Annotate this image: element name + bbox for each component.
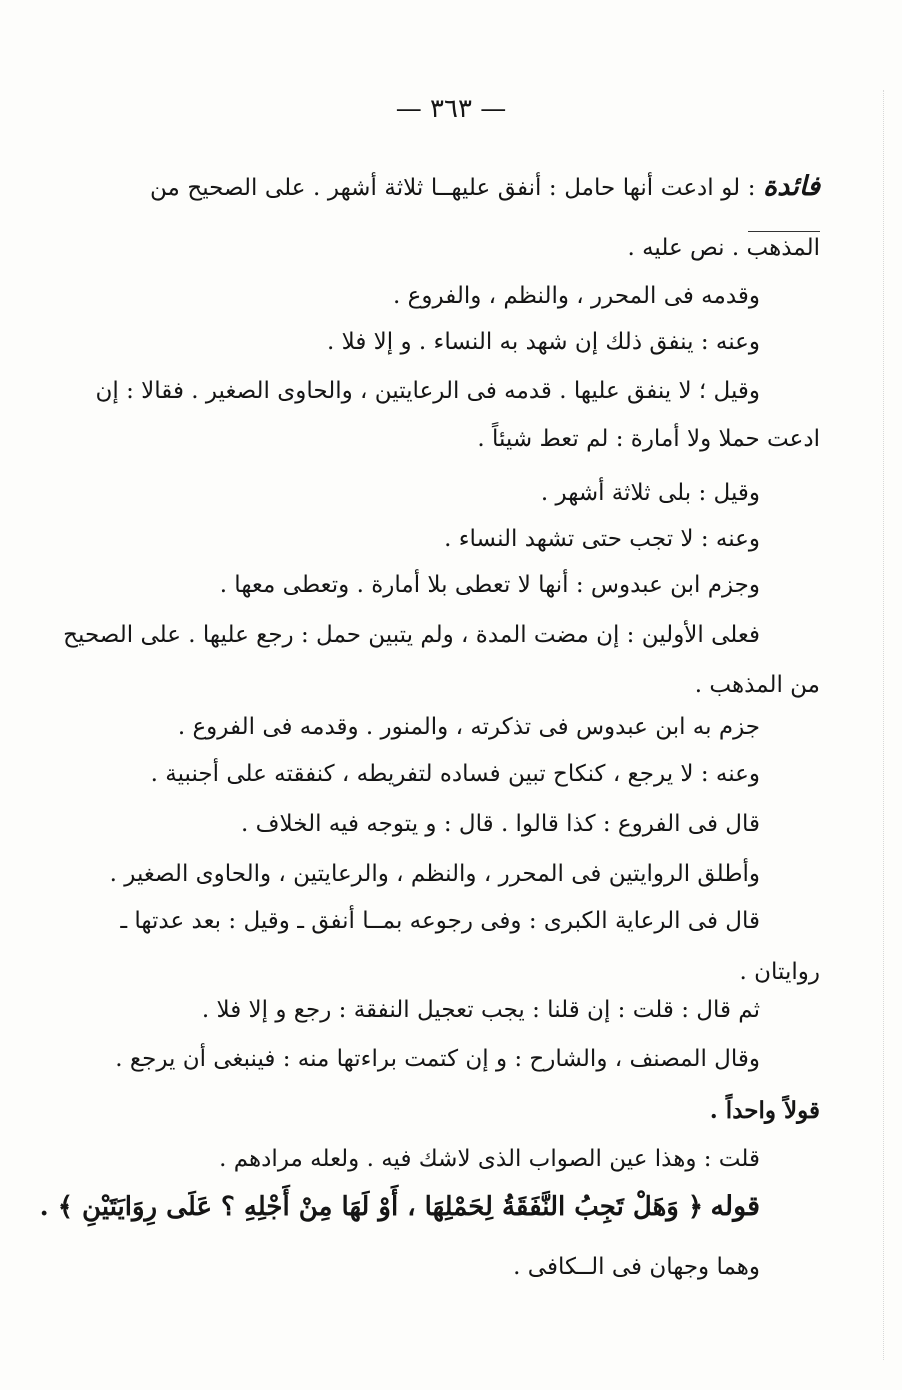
text-line: وعنه : لا تجب حتى تشهد النساء .	[444, 526, 760, 552]
text-line: وجزم ابن عبدوس : أنها لا تعطى بلا أمارة . وتعطى معها .	[219, 572, 760, 598]
text-line: وهما وجهان فى الــكافى .	[513, 1254, 760, 1280]
text-line: المذهب . نص عليه .	[627, 235, 820, 261]
line-rest: : لو ادعت أنها حامل : أنفق عليهــا ثلاثة أشهر . على الصحيح من	[150, 175, 756, 201]
text-line: قال فى الرعاية الكبرى : وفى رجوعه بمــا أنفق ـ وقيل : بعد عدتها ـ	[120, 908, 760, 934]
text-line: وعنه : ينفق ذلك إن شهد به النساء . و إلا فلا .	[327, 329, 760, 355]
page-number: — ٣٦٣ —	[395, 94, 507, 124]
text-line: قلت : وهذا عين الصواب الذى لاشك فيه . ولعله مرادهم .	[219, 1146, 760, 1172]
text-line: ادعت حملا ولا أمارة : لم تعط شيئاً .	[477, 426, 820, 452]
text-line: وأطلق الروايتين فى المحرر ، والنظم ، والرعايتين ، والحاوى الصغير .	[109, 861, 760, 887]
margin-rule	[883, 90, 884, 1360]
text-line: وقيل ؛ لا ينفق عليها . قدمه فى الرعايتين ، والحاوى الصغير . فقالا : إن	[95, 378, 760, 404]
text-line: من المذهب .	[694, 672, 820, 698]
term-faida: فائدة	[763, 171, 820, 202]
text-line: قولاً واحداً .	[709, 1097, 820, 1124]
text-line	[150, 170, 820, 205]
text-line: قال فى الفروع : كذا قالوا . قال : و يتوجه فيه الخلاف .	[241, 811, 760, 837]
text-line: وعنه : لا يرجع ، كنكاح تبين فساده لتفريطه ، كنفقته على أجنبية .	[150, 761, 760, 787]
text-line: ثم قال : قلت : إن قلنا : يجب تعجيل النفقة : رجع و إلا فلا .	[201, 997, 760, 1023]
text-line: روايتان .	[739, 959, 820, 985]
text-line: وقيل : بلى ثلاثة أشهر .	[540, 480, 760, 506]
text-line: جزم به ابن عبدوس فى تذكرته ، والمنور . وقدمه فى الفروع .	[177, 714, 760, 740]
text-line: فعلى الأولين : إن مضت المدة ، ولم يتبين حمل : رجع عليها . على الصحيح	[63, 622, 760, 648]
quote-line	[40, 1190, 760, 1225]
text-line: وقال المصنف ، والشارح : و إن كتمت براءتها منه : فينبغى أن يرجع .	[115, 1046, 760, 1072]
text-line: وقدمه فى المحرر ، والنظم ، والفروع .	[393, 283, 760, 309]
quran-quote: ﴿ وَهَلْ تَجِبُ النَّفَقَةُ لِحَمْلِهَا ، أَوْ لَهَا مِنْ أَجْلِهِ ؟ عَلَى رِوَايَتَيْنِ ﴾ .	[39, 1192, 704, 1222]
qawluhu-label: قوله	[710, 1191, 760, 1222]
